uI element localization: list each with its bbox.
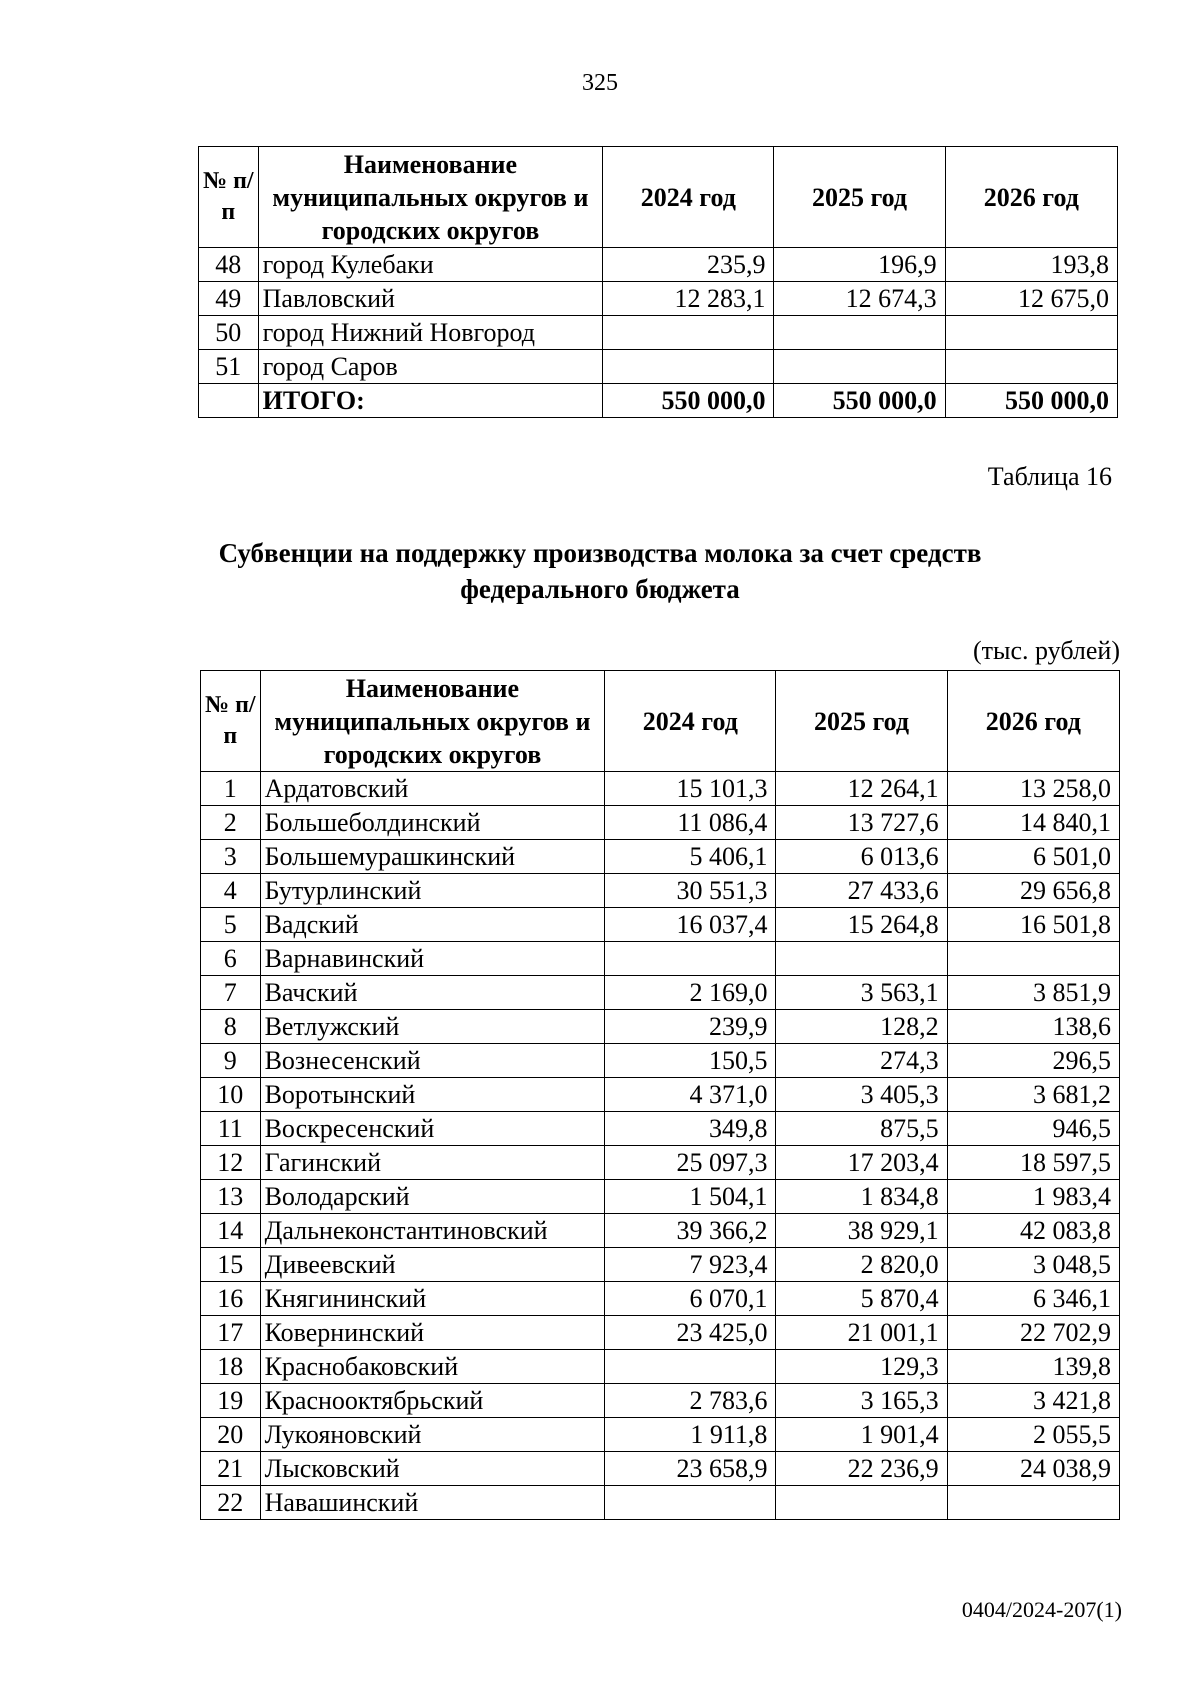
table-title (0, 535, 1200, 607)
value-2025: 6 013,6 (776, 840, 947, 874)
table-title-line-1: Субвенции на поддержку производства молока за счет средств (218, 538, 982, 568)
document-code: 0404/2024-207(1) (961, 1597, 1122, 1622)
table-row (201, 1078, 1120, 1112)
row-number: 6 (201, 942, 261, 976)
header-name: Наименование муниципальных округов и городских округов (258, 147, 603, 248)
value-2026: 42 083,8 (947, 1214, 1119, 1248)
value-2024 (605, 1486, 776, 1520)
value-2026: 3 421,8 (947, 1384, 1119, 1418)
total-num-empty (199, 384, 259, 418)
table-row (201, 874, 1120, 908)
value-2026 (945, 316, 1117, 350)
row-number: 13 (201, 1180, 261, 1214)
header-2024: 2024 год (603, 147, 774, 248)
value-2025 (776, 1486, 947, 1520)
header-2026: 2026 год (945, 147, 1117, 248)
table-row (201, 840, 1120, 874)
row-number: 19 (201, 1384, 261, 1418)
table-row (201, 1112, 1120, 1146)
row-name: Бутурлинский (260, 874, 605, 908)
table-row (201, 1248, 1120, 1282)
row-name: Дальнеконстантиновский (260, 1214, 605, 1248)
value-2025: 1 901,4 (776, 1418, 947, 1452)
row-name: Дивеевский (260, 1248, 605, 1282)
table-row (201, 1282, 1120, 1316)
value-2024: 7 923,4 (605, 1248, 776, 1282)
table-row (201, 806, 1120, 840)
row-name: город Нижний Новгород (258, 316, 603, 350)
value-2024: 39 366,2 (605, 1214, 776, 1248)
table-row (199, 316, 1118, 350)
row-number: 49 (199, 282, 259, 316)
value-2024 (603, 350, 774, 384)
row-number: 11 (201, 1112, 261, 1146)
row-number: 1 (201, 772, 261, 806)
value-2026: 12 675,0 (945, 282, 1117, 316)
value-2024: 4 371,0 (605, 1078, 776, 1112)
table-milk-subsidies (200, 670, 1120, 1520)
table-row (201, 1452, 1120, 1486)
row-name: Лысковский (260, 1452, 605, 1486)
row-number: 48 (199, 248, 259, 282)
value-2025: 12 264,1 (776, 772, 947, 806)
value-2026: 139,8 (947, 1350, 1119, 1384)
row-number: 4 (201, 874, 261, 908)
table-row (201, 1146, 1120, 1180)
row-name: Воскресенский (260, 1112, 605, 1146)
value-2026: 18 597,5 (947, 1146, 1119, 1180)
header-2025: 2025 год (776, 671, 947, 772)
value-2026: 946,5 (947, 1112, 1119, 1146)
row-name: Воротынский (260, 1078, 605, 1112)
header-num: № п/п (199, 147, 259, 248)
value-2026: 3 681,2 (947, 1078, 1119, 1112)
total-2025: 550 000,0 (774, 384, 945, 418)
table-row (201, 772, 1120, 806)
table-row (201, 908, 1120, 942)
total-label: ИТОГО: (258, 384, 603, 418)
value-2026: 29 656,8 (947, 874, 1119, 908)
value-2026: 3 048,5 (947, 1248, 1119, 1282)
table-title-line-2: федерального бюджета (460, 574, 740, 604)
value-2024: 1 911,8 (605, 1418, 776, 1452)
row-name: Вадский (260, 908, 605, 942)
value-2025: 3 563,1 (776, 976, 947, 1010)
value-2024: 16 037,4 (605, 908, 776, 942)
value-2024: 349,8 (605, 1112, 776, 1146)
value-2025: 13 727,6 (776, 806, 947, 840)
table-row (201, 942, 1120, 976)
value-2024: 5 406,1 (605, 840, 776, 874)
table-header-row (199, 147, 1118, 248)
total-row (199, 384, 1118, 418)
table-body (199, 248, 1118, 418)
value-2024: 1 504,1 (605, 1180, 776, 1214)
row-number: 15 (201, 1248, 261, 1282)
row-number: 14 (201, 1214, 261, 1248)
value-2025 (774, 350, 945, 384)
table-row (199, 248, 1118, 282)
value-2024: 15 101,3 (605, 772, 776, 806)
value-2026 (947, 942, 1119, 976)
row-name: Вачский (260, 976, 605, 1010)
units-label: (тыс. рублей) (972, 636, 1120, 665)
table-row (199, 282, 1118, 316)
value-2024 (603, 316, 774, 350)
value-2025: 17 203,4 (776, 1146, 947, 1180)
value-2026: 16 501,8 (947, 908, 1119, 942)
row-number: 21 (201, 1452, 261, 1486)
row-name: Вознесенский (260, 1044, 605, 1078)
value-2026: 193,8 (945, 248, 1117, 282)
value-2024: 235,9 (603, 248, 774, 282)
value-2026: 3 851,9 (947, 976, 1119, 1010)
value-2024: 6 070,1 (605, 1282, 776, 1316)
value-2025: 5 870,4 (776, 1282, 947, 1316)
row-name: Краснобаковский (260, 1350, 605, 1384)
value-2024: 2 169,0 (605, 976, 776, 1010)
table-continuation (198, 146, 1118, 418)
value-2025: 128,2 (776, 1010, 947, 1044)
value-2026 (947, 1486, 1119, 1520)
table-row (201, 1384, 1120, 1418)
row-number: 2 (201, 806, 261, 840)
value-2025: 196,9 (774, 248, 945, 282)
table-row (201, 1180, 1120, 1214)
value-2026: 22 702,9 (947, 1316, 1119, 1350)
table-number: Таблица 16 (987, 462, 1112, 491)
header-num: № п/п (201, 671, 261, 772)
row-name: Большеболдинский (260, 806, 605, 840)
table-header-row (201, 671, 1120, 772)
value-2024: 150,5 (605, 1044, 776, 1078)
table-row (199, 350, 1118, 384)
value-2026: 138,6 (947, 1010, 1119, 1044)
value-2026 (945, 350, 1117, 384)
table-row (201, 1044, 1120, 1078)
value-2025 (774, 316, 945, 350)
row-name: Ардатовский (260, 772, 605, 806)
value-2025: 27 433,6 (776, 874, 947, 908)
table-body (201, 772, 1120, 1520)
row-name: город Кулебаки (258, 248, 603, 282)
row-name: Ветлужский (260, 1010, 605, 1044)
value-2024 (605, 1350, 776, 1384)
value-2025 (776, 942, 947, 976)
value-2026: 13 258,0 (947, 772, 1119, 806)
row-name: Ковернинский (260, 1316, 605, 1350)
row-name: Павловский (258, 282, 603, 316)
value-2025: 15 264,8 (776, 908, 947, 942)
value-2026: 6 346,1 (947, 1282, 1119, 1316)
value-2024: 12 283,1 (603, 282, 774, 316)
row-name: город Саров (258, 350, 603, 384)
value-2025: 12 674,3 (774, 282, 945, 316)
value-2026: 1 983,4 (947, 1180, 1119, 1214)
total-2026: 550 000,0 (945, 384, 1117, 418)
value-2025: 129,3 (776, 1350, 947, 1384)
row-name: Варнавинский (260, 942, 605, 976)
table-row (201, 976, 1120, 1010)
value-2026: 6 501,0 (947, 840, 1119, 874)
value-2025: 21 001,1 (776, 1316, 947, 1350)
row-number: 12 (201, 1146, 261, 1180)
table-row (201, 1350, 1120, 1384)
row-number: 5 (201, 908, 261, 942)
value-2024 (605, 942, 776, 976)
value-2024: 23 658,9 (605, 1452, 776, 1486)
value-2026: 296,5 (947, 1044, 1119, 1078)
row-number: 17 (201, 1316, 261, 1350)
row-number: 18 (201, 1350, 261, 1384)
table-row (201, 1316, 1120, 1350)
row-number: 50 (199, 316, 259, 350)
row-number: 9 (201, 1044, 261, 1078)
row-name: Лукояновский (260, 1418, 605, 1452)
value-2026: 2 055,5 (947, 1418, 1119, 1452)
total-2024: 550 000,0 (603, 384, 774, 418)
value-2025: 274,3 (776, 1044, 947, 1078)
value-2024: 30 551,3 (605, 874, 776, 908)
row-number: 51 (199, 350, 259, 384)
row-name: Гагинский (260, 1146, 605, 1180)
row-number: 10 (201, 1078, 261, 1112)
table-row (201, 1214, 1120, 1248)
table-row (201, 1486, 1120, 1520)
row-name: Володарский (260, 1180, 605, 1214)
value-2026: 24 038,9 (947, 1452, 1119, 1486)
row-number: 22 (201, 1486, 261, 1520)
value-2024: 25 097,3 (605, 1146, 776, 1180)
value-2025: 22 236,9 (776, 1452, 947, 1486)
table-row (201, 1418, 1120, 1452)
row-number: 16 (201, 1282, 261, 1316)
header-2024: 2024 год (605, 671, 776, 772)
header-name: Наименование муниципальных округов и городских округов (260, 671, 605, 772)
value-2024: 2 783,6 (605, 1384, 776, 1418)
header-2026: 2026 год (947, 671, 1119, 772)
page-number: 325 (582, 70, 618, 96)
value-2024: 23 425,0 (605, 1316, 776, 1350)
row-name: Краснооктябрьский (260, 1384, 605, 1418)
value-2025: 2 820,0 (776, 1248, 947, 1282)
value-2024: 239,9 (605, 1010, 776, 1044)
value-2025: 1 834,8 (776, 1180, 947, 1214)
row-number: 8 (201, 1010, 261, 1044)
header-2025: 2025 год (774, 147, 945, 248)
value-2026: 14 840,1 (947, 806, 1119, 840)
value-2025: 38 929,1 (776, 1214, 947, 1248)
row-name: Княгининский (260, 1282, 605, 1316)
row-number: 7 (201, 976, 261, 1010)
value-2025: 875,5 (776, 1112, 947, 1146)
row-number: 20 (201, 1418, 261, 1452)
value-2024: 11 086,4 (605, 806, 776, 840)
row-number: 3 (201, 840, 261, 874)
row-name: Большемурашкинский (260, 840, 605, 874)
table-row (201, 1010, 1120, 1044)
value-2025: 3 405,3 (776, 1078, 947, 1112)
row-name: Навашинский (260, 1486, 605, 1520)
value-2025: 3 165,3 (776, 1384, 947, 1418)
